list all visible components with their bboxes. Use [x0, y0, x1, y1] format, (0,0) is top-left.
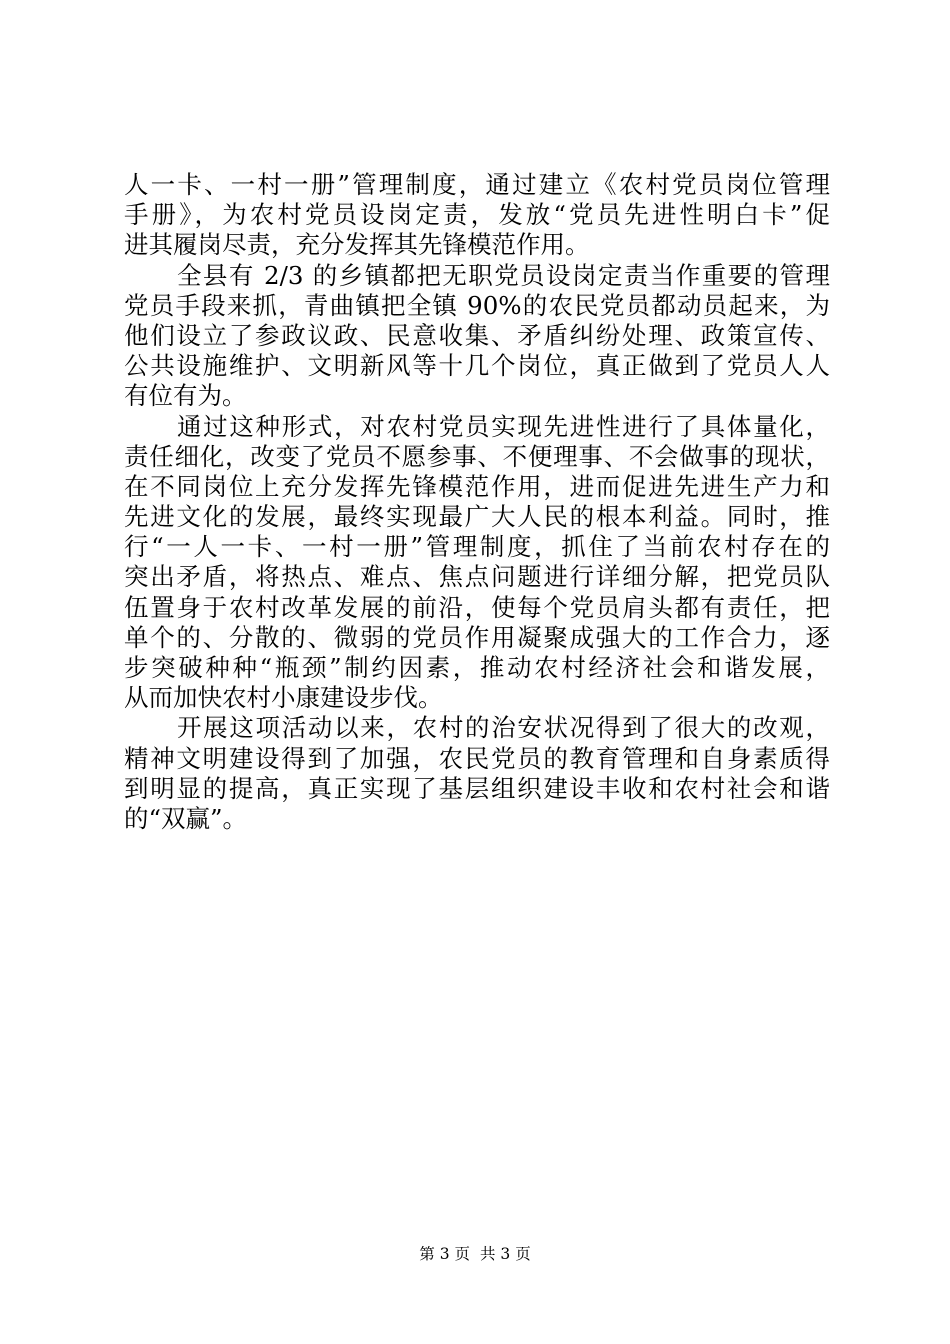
text-line: 开展这项活动以来，农村的治安状况得到了很大的改观，	[177, 713, 830, 743]
text-line: 人一卡、一村一册”管理制度，通过建立《农村党员岗位管理	[124, 170, 830, 199]
text-line: 到明显的提高，真正实现了基层组织建设丰收和农村社会和谐	[124, 773, 830, 803]
text-line: 他们设立了参政议政、民意收集、矛盾纠纷处理、政策宣传、	[124, 320, 830, 350]
text-line: 伍置身于农村改革发展的前沿，使每个党员肩头都有责任，把	[124, 592, 830, 622]
page-footer	[0, 1244, 950, 1264]
page-number: 第 3 页	[419, 1245, 470, 1263]
paragraph	[124, 713, 830, 834]
text-line: 党员手段来抓，青曲镇把全镇 90%的农民党员都动员起来，为	[124, 290, 830, 320]
text-line: 进其履岗尽责，充分发挥其先锋模范作用。	[124, 230, 590, 260]
text-line: 单个的、分散的、微弱的党员作用凝聚成强大的工作合力，逐	[124, 622, 830, 652]
text-line: 在不同岗位上充分发挥先锋模范作用，进而促进先进生产力和	[124, 471, 830, 501]
text-line: 公共设施维护、文明新风等十几个岗位，真正做到了党员人人	[124, 351, 830, 381]
text-line: 有位有为。	[124, 381, 247, 411]
text-line: 行“一人一卡、一村一册”管理制度，抓住了当前农村存在的	[124, 532, 830, 562]
text-line: 突出矛盾，将热点、难点、焦点问题进行详细分解，把党员队	[124, 562, 830, 592]
paragraph	[124, 412, 830, 714]
text-line: 通过这种形式，对农村党员实现先进性进行了具体量化，	[177, 411, 830, 441]
text-line: 步突破种种“瓶颈”制约因素，推动农村经济社会和谐发展，	[124, 653, 830, 682]
page-total: 共 3 页	[480, 1245, 531, 1263]
document-body	[124, 170, 830, 834]
text-line: 全县有 2/3 的乡镇都把无职党员设岗定责当作重要的管理	[177, 260, 830, 290]
text-line: 责任细化，改变了党员不愿参事、不便理事、不会做事的现状，	[124, 441, 830, 471]
paragraph	[124, 170, 830, 261]
text-line: 先进文化的发展，最终实现最广大人民的根本利益。同时，推	[124, 502, 830, 532]
text-line: 从而加快农村小康建设步伐。	[124, 683, 443, 713]
paragraph	[124, 261, 830, 412]
text-line: 手册》，为农村党员设岗定责，发放“党员先进性明白卡”促	[124, 200, 830, 230]
text-line: 精神文明建设得到了加强，农民党员的教育管理和自身素质得	[124, 743, 830, 773]
text-line: 的“双赢”。	[124, 803, 248, 833]
